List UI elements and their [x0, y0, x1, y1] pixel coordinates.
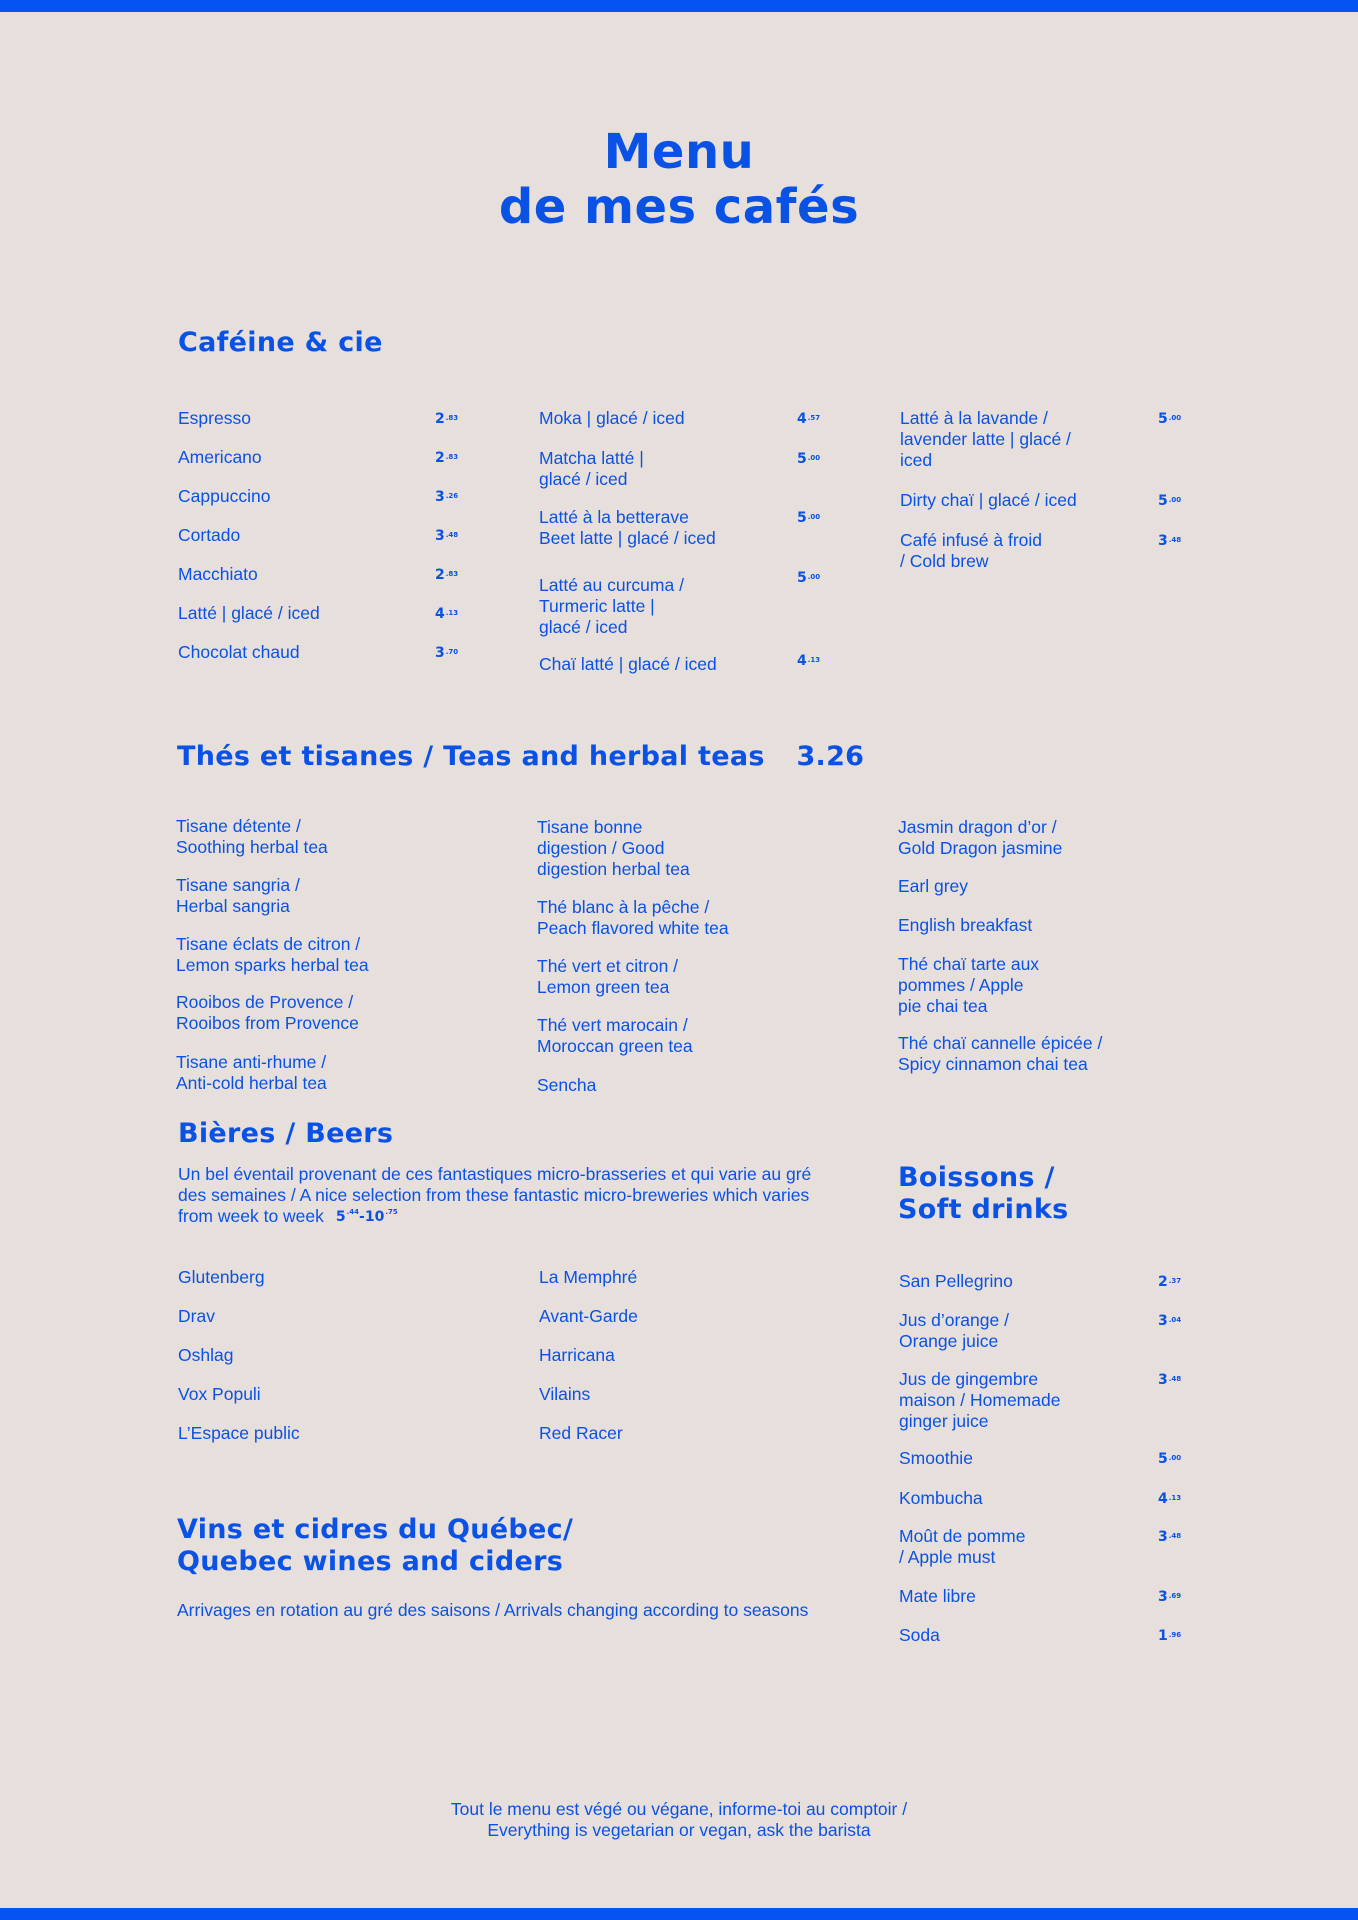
footer-line-1: Tout le menu est végé ou végane, informe-toi au comptoir /	[450, 1799, 908, 1819]
caffeine-price-integer: 5	[1158, 493, 1168, 509]
caffeine-price-integer: 2	[435, 567, 445, 583]
caffeine-item: Dirty chaï | glacé / iced	[900, 490, 1077, 510]
caffeine-price-decimals: .00	[1168, 414, 1182, 422]
beers-price-high: 10	[364, 1209, 385, 1225]
softdrink-price-decimals: .96	[1168, 1631, 1182, 1639]
caffeine-price-decimals: .00	[1168, 496, 1182, 504]
caffeine-price	[797, 510, 820, 526]
caffeine-price-integer: 2	[435, 450, 445, 466]
softdrink-price-decimals: .48	[1168, 1532, 1182, 1540]
caffeine-price	[435, 450, 458, 466]
tea-item: Sencha	[537, 1075, 597, 1095]
softdrink-price-decimals: .04	[1168, 1316, 1182, 1324]
softdrink-price	[1158, 1274, 1181, 1290]
title-line-2: de mes cafés	[498, 179, 860, 235]
top-accent-bar	[0, 0, 1358, 12]
caffeine-item: Latté à la betterave Beet latte | glacé / iced	[539, 507, 716, 548]
caffeine-price-integer: 4	[797, 653, 807, 669]
softdrink-price-decimals: .48	[1168, 1375, 1182, 1383]
caffeine-item: Matcha latté | glacé / iced	[539, 448, 644, 489]
softdrinks-heading-line-2: Soft drinks	[898, 1194, 1069, 1225]
page-title	[0, 125, 1358, 235]
beers-price-low-decimals: .44	[346, 1208, 360, 1216]
softdrink-price	[1158, 1313, 1181, 1329]
softdrink-price	[1158, 1529, 1181, 1545]
softdrink-price	[1158, 1589, 1181, 1605]
softdrink-price-integer: 2	[1158, 1274, 1168, 1290]
caffeine-price	[435, 606, 458, 622]
caffeine-price-decimals: .57	[807, 414, 821, 422]
caffeine-price	[797, 411, 820, 427]
tea-item: Thé chaï cannelle épicée / Spicy cinnamon chai tea	[898, 1033, 1103, 1074]
caffeine-price	[435, 489, 458, 505]
caffeine-item: Americano	[178, 447, 262, 467]
caffeine-price-integer: 5	[797, 451, 807, 467]
caffeine-item: Macchiato	[178, 564, 258, 584]
softdrink-item: Smoothie	[899, 1448, 973, 1468]
caffeine-item: Espresso	[178, 408, 251, 428]
softdrink-item: Kombucha	[899, 1488, 983, 1508]
caffeine-heading: Caféine & cie	[178, 327, 383, 358]
caffeine-price-integer: 4	[797, 411, 807, 427]
caffeine-price	[435, 567, 458, 583]
tea-item: Tisane bonne digestion / Good digestion herbal tea	[537, 817, 690, 879]
caffeine-price	[797, 653, 820, 669]
tea-item: Tisane détente / Soothing herbal tea	[176, 816, 328, 857]
caffeine-price	[1158, 411, 1181, 427]
beer-item: Red Racer	[539, 1423, 623, 1443]
beer-item: Harricana	[539, 1345, 615, 1365]
softdrink-price-integer: 3	[1158, 1372, 1168, 1388]
softdrink-price	[1158, 1372, 1181, 1388]
tea-item: Thé vert et citron / Lemon green tea	[537, 956, 679, 997]
caffeine-price-integer: 5	[797, 510, 807, 526]
caffeine-item: Cappuccino	[178, 486, 271, 506]
footer-line-2: Everything is vegetarian or vegan, ask the barista	[487, 1820, 871, 1840]
caffeine-price-decimals: .83	[445, 453, 459, 461]
softdrink-price-decimals: .37	[1168, 1277, 1182, 1285]
softdrink-price-integer: 5	[1158, 1451, 1168, 1467]
caffeine-price-decimals: .13	[445, 609, 459, 617]
softdrink-price-integer: 3	[1158, 1589, 1168, 1605]
teas-heading-text: Thés et tisanes / Teas and herbal teas	[177, 741, 765, 772]
beer-item: Avant-Garde	[539, 1306, 638, 1326]
beers-description-text: Un bel éventail provenant de ces fantastiques micro-brasseries et qui varie au gré des semaines / A nice selection from these fantastic micro-breweries which varies from week to week	[178, 1164, 812, 1226]
beer-item: Drav	[178, 1306, 215, 1326]
caffeine-item: Latté au curcuma / Turmeric latte | glacé / iced	[539, 575, 684, 637]
softdrink-price-integer: 3	[1158, 1529, 1168, 1545]
softdrink-price	[1158, 1491, 1181, 1507]
softdrink-price-integer: 1	[1158, 1628, 1168, 1644]
caffeine-price-decimals: .00	[807, 454, 821, 462]
bottom-accent-bar	[0, 1908, 1358, 1920]
tea-item: Rooibos de Provence / Rooibos from Provence	[176, 992, 359, 1033]
caffeine-item: Café infusé à froid / Cold brew	[900, 530, 1043, 571]
caffeine-price-integer: 5	[1158, 411, 1168, 427]
beer-item: Vox Populi	[178, 1384, 261, 1404]
title-line-1: Menu	[603, 124, 755, 180]
beer-item: La Memphré	[539, 1267, 638, 1287]
beers-price-low: 5	[335, 1209, 346, 1225]
tea-item: Thé blanc à la pêche / Peach flavored white tea	[537, 897, 729, 938]
softdrinks-heading	[898, 1162, 1069, 1226]
caffeine-price-decimals: .83	[445, 570, 459, 578]
wines-heading	[177, 1514, 573, 1578]
caffeine-price-integer: 3	[1158, 533, 1168, 549]
beer-item: Vilains	[539, 1384, 591, 1404]
caffeine-price-decimals: .70	[445, 648, 459, 656]
wines-description: Arrivages en rotation au gré des saisons / Arrivals changing according to seasons	[177, 1600, 809, 1620]
caffeine-price	[1158, 533, 1181, 549]
beer-item: Oshlag	[178, 1345, 234, 1365]
caffeine-item: Chaï latté | glacé / iced	[539, 654, 717, 674]
caffeine-price	[797, 570, 820, 586]
caffeine-price	[1158, 493, 1181, 509]
softdrink-price-integer: 3	[1158, 1313, 1168, 1329]
footer-note	[0, 1799, 1358, 1841]
tea-item: Jasmin dragon d’or / Gold Dragon jasmine	[898, 817, 1063, 858]
tea-item: English breakfast	[898, 915, 1033, 935]
caffeine-price	[435, 645, 458, 661]
beers-price-high-decimals: .75	[385, 1208, 398, 1216]
softdrink-item: Moût de pomme / Apple must	[899, 1526, 1026, 1567]
caffeine-price-integer: 3	[435, 489, 445, 505]
caffeine-price-decimals: .00	[807, 513, 821, 521]
wines-heading-line-2: Quebec wines and ciders	[177, 1546, 564, 1577]
tea-item: Tisane éclats de citron / Lemon sparks herbal tea	[176, 934, 369, 975]
beer-item: L’Espace public	[178, 1423, 300, 1443]
caffeine-price-integer: 3	[435, 528, 445, 544]
caffeine-price-decimals: .48	[445, 531, 459, 539]
caffeine-price	[797, 451, 820, 467]
caffeine-price-integer: 2	[435, 411, 445, 427]
softdrink-item: Soda	[899, 1625, 940, 1645]
caffeine-price-decimals: .13	[807, 656, 821, 664]
teas-heading	[177, 741, 864, 773]
softdrink-price	[1158, 1451, 1181, 1467]
softdrink-price	[1158, 1628, 1181, 1644]
caffeine-price-decimals: .26	[445, 492, 459, 500]
caffeine-item: Chocolat chaud	[178, 642, 300, 662]
caffeine-price	[435, 528, 458, 544]
caffeine-price-integer: 5	[797, 570, 807, 586]
wines-heading-line-1: Vins et cidres du Québec/	[177, 1514, 574, 1545]
softdrink-price-decimals: .00	[1168, 1454, 1182, 1462]
tea-item: Thé vert marocain / Moroccan green tea	[537, 1015, 693, 1056]
softdrink-price-integer: 4	[1158, 1491, 1168, 1507]
softdrink-item: Mate libre	[899, 1586, 976, 1606]
teas-price: 3.26	[796, 741, 865, 772]
caffeine-price-integer: 4	[435, 606, 445, 622]
beers-price-range	[336, 1209, 398, 1225]
caffeine-item: Latté | glacé / iced	[178, 603, 320, 623]
softdrink-item: San Pellegrino	[899, 1271, 1013, 1291]
softdrinks-heading-line-1: Boissons /	[898, 1162, 1055, 1193]
softdrink-price-decimals: .13	[1168, 1494, 1182, 1502]
beers-heading: Bières / Beers	[178, 1118, 394, 1149]
tea-item: Tisane anti-rhume / Anti-cold herbal tea	[176, 1052, 327, 1093]
beers-price-separator: -	[359, 1209, 365, 1225]
caffeine-price-decimals: .48	[1168, 536, 1182, 544]
tea-item: Earl grey	[898, 876, 969, 896]
beers-description	[178, 1164, 811, 1227]
caffeine-item: Cortado	[178, 525, 241, 545]
softdrink-price-decimals: .69	[1168, 1592, 1182, 1600]
caffeine-item: Moka | glacé / iced	[539, 408, 685, 428]
caffeine-price-integer: 3	[435, 645, 445, 661]
softdrink-item: Jus de gingembre maison / Homemade ginger juice	[899, 1369, 1061, 1431]
tea-item: Tisane sangria / Herbal sangria	[176, 875, 300, 916]
tea-item: Thé chaï tarte aux pommes / Apple pie chai tea	[898, 954, 1040, 1016]
caffeine-price-decimals: .00	[807, 573, 821, 581]
beer-item: Glutenberg	[178, 1267, 265, 1287]
caffeine-price-decimals: .83	[445, 414, 459, 422]
caffeine-item: Latté à la lavande / lavender latte | glacé / iced	[900, 408, 1071, 470]
caffeine-price	[435, 411, 458, 427]
softdrink-item: Jus d’orange / Orange juice	[899, 1310, 1009, 1351]
